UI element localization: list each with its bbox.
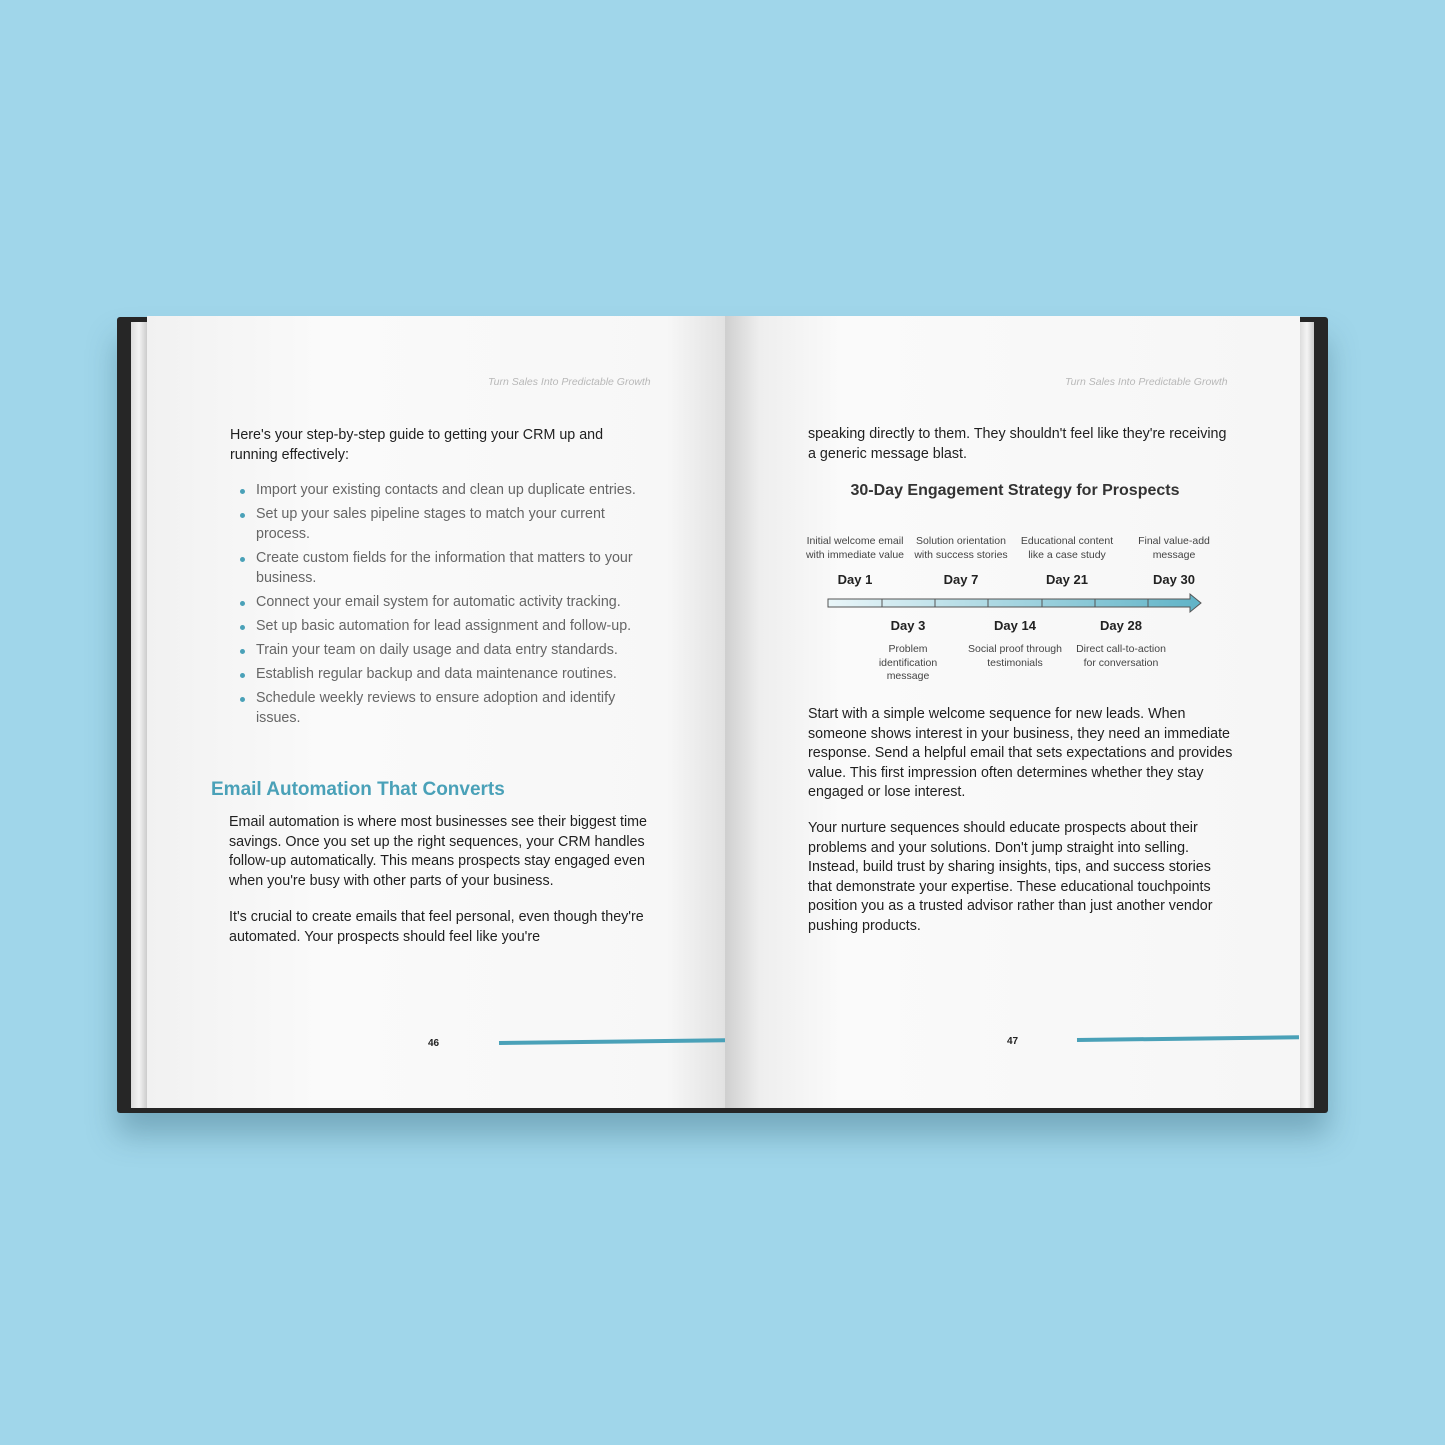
timeline-day: Day 28: [1100, 618, 1142, 633]
bullet-item: Connect your email system for automatic activity tracking.: [230, 593, 650, 613]
timeline-caption: Educational content like a case study: [1020, 535, 1114, 561]
page-edges-right: [1300, 322, 1314, 1108]
footer-accent-line: [499, 1038, 725, 1045]
bullet-item: Set up your sales pipeline stages to match your current process.: [230, 505, 650, 544]
timeline-caption: Initial welcome email with immediate value: [805, 535, 905, 561]
left-body: [230, 426, 650, 733]
bullet-item: Train your team on daily usage and data entry standards.: [230, 641, 650, 661]
timeline-day: Day 1: [837, 572, 873, 587]
bullet-item: Schedule weekly reviews to ensure adoption and identify issues.: [230, 689, 650, 728]
bullet-item: Create custom fields for the information that matters to your business.: [230, 549, 650, 588]
timeline-day: Day 7: [943, 572, 979, 587]
page-edges-left: [131, 322, 147, 1108]
page-number: 47: [1007, 1036, 1019, 1047]
timeline-caption: Solution orientation with success stories: [914, 535, 1008, 561]
page-number: 46: [428, 1038, 440, 1049]
timeline-caption: Direct call-to-action for conversation: [1076, 643, 1166, 669]
timeline-caption: Final value-add message: [1138, 535, 1210, 561]
timeline-caption: Problem identification message: [878, 643, 938, 682]
bullet-item: Set up basic automation for lead assignment and follow-up.: [230, 617, 650, 637]
running-head: Turn Sales Into Predictable Growth: [1065, 376, 1228, 388]
right-page: [725, 316, 1300, 1108]
section-heading: Email Automation That Converts: [211, 779, 505, 800]
timeline-day: Day 3: [890, 618, 926, 633]
bullet-item: Import your existing contacts and clean up duplicate entries.: [230, 481, 650, 501]
bullet-list: [230, 481, 650, 728]
bullet-item: Establish regular backup and data maintenance routines.: [230, 665, 650, 685]
right-paragraphs: [808, 705, 1233, 937]
timeline-day: Day 30: [1153, 572, 1195, 587]
paragraph: Start with a simple welcome sequence for new leads. When someone shows interest in your business, they need an immediate response. Send a helpful email that sets expectations and provides value. This first impression often determines whether they stay engaged or lose interest.: [808, 706, 1233, 801]
left-paragraphs: [229, 813, 654, 948]
intro-text: Here's your step-by-step guide to getting your CRM up and running effectively:: [230, 427, 604, 463]
timeline-day: Day 21: [1046, 572, 1088, 587]
timeline-day: Day 14: [994, 618, 1036, 633]
left-page: [147, 316, 725, 1108]
running-head: Turn Sales Into Predictable Growth: [488, 376, 651, 388]
chart-title: 30-Day Engagement Strategy for Prospects: [850, 482, 1180, 499]
paragraph: It's crucial to create emails that feel personal, even though they're automated. Your prospects should feel like you're: [229, 909, 644, 945]
continuation-text: speaking directly to them. They shouldn't feel like they're receiving a generic message blast.: [808, 426, 1227, 462]
paragraph: Your nurture sequences should educate prospects about their problems and your solutions. Don't jump straight into selling. Instead, build trust by sharing insights, tips, and success stories that demonstrate your expertise. These educational touchpoints position you as a trusted advisor rather than just another vendor pushing products.: [808, 819, 1213, 934]
timeline-caption: Social proof through testimonials: [968, 643, 1062, 669]
paragraph: Email automation is where most businesses see their biggest time savings. Once you set up the right sequences, your CRM handles follow-up automatically. This means prospects stay engaged even when you're busy with other parts of your business.: [229, 814, 647, 889]
